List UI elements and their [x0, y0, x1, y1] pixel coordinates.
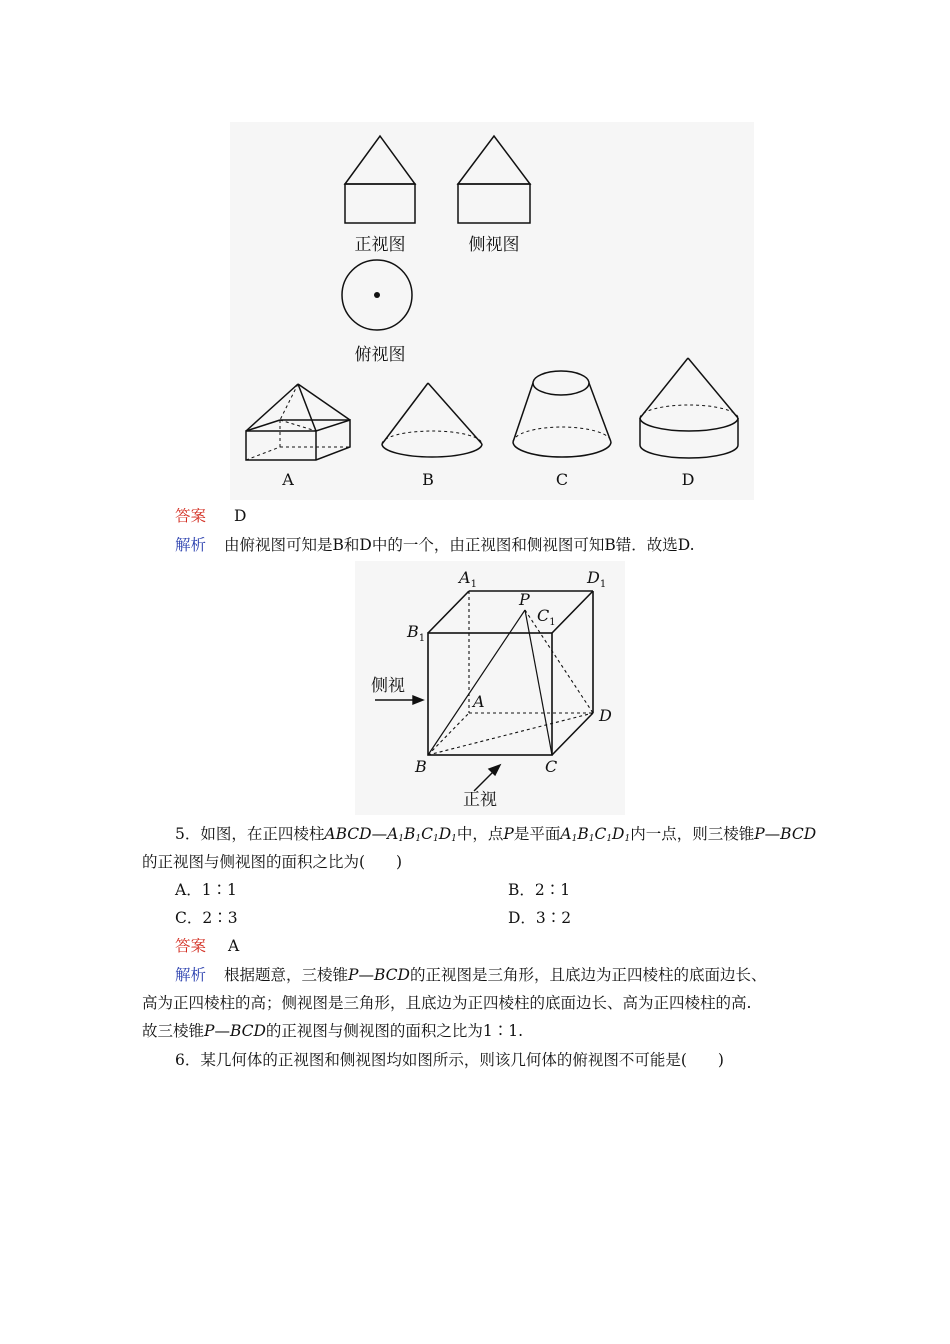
q5-option-b: B．2∶1 — [508, 881, 571, 899]
edge-pc — [525, 610, 552, 755]
side-view-shape — [458, 136, 530, 223]
q5-pyramid-base: BCD — [780, 825, 817, 843]
q6-number: 6． — [175, 1051, 201, 1069]
figure-three-views — [230, 122, 754, 500]
top-view-center-dot — [374, 292, 380, 298]
q5-prism-top: $A_1B_1C_1D_1$ — [387, 825, 457, 844]
q5-analysis-line1: 解析 根据题意，三棱锥P—BCD的正视图是三角形，且底边为正四棱柱的底面边长、 — [175, 966, 767, 984]
label-c1: $C_1$ — [537, 606, 556, 628]
label-d: D — [599, 706, 612, 725]
option-a-label: A — [282, 470, 294, 489]
q5-number: 5． — [175, 825, 201, 843]
q5-stem-line1: 5．如图，在正四棱柱$ABCD—A_1B_1C_1D_1$中，点P是平面$A_1B_1C_1D_1$内一点，则三棱锥P—BCD — [175, 825, 817, 844]
q5-answer-tag: 答案 — [175, 937, 207, 955]
label-b1: $B_1$ — [407, 622, 426, 644]
prism-diagram — [355, 561, 625, 815]
top-view-label: 俯视图 — [354, 345, 406, 365]
q5-option-a: A．1∶1 — [175, 881, 237, 899]
q5-analysis-line3: 故三棱锥P—BCD的正视图与侧视图的面积之比为1∶1. — [142, 1022, 524, 1040]
q5-stem-a: 如图，在正四棱柱 — [200, 825, 325, 843]
q5-stem-c: 是平面 — [513, 825, 561, 843]
label-d1: $D_1$ — [587, 568, 607, 590]
front-view-label: 正视图 — [354, 235, 406, 255]
q5-analysis-tag: 解析 — [175, 966, 207, 984]
q4-answer-line — [175, 506, 246, 526]
three-views-diagram — [230, 122, 754, 500]
q5-option-d: D．3∶2 — [508, 909, 572, 927]
label-a1: $A_1$ — [459, 568, 477, 590]
label-b: B — [415, 757, 427, 776]
q5-stem-d: 内一点，则三棱锥 — [630, 825, 755, 843]
front-view-arrow-label: 正视 — [463, 790, 497, 810]
q4-answer-value: D — [234, 507, 247, 525]
q5-plane: $A_1B_1C_1D_1$ — [560, 825, 631, 844]
option-d-label: D — [681, 470, 695, 489]
option-a-shape — [246, 384, 350, 460]
label-c: C — [545, 757, 558, 776]
q5-stem-line2: 的正视图与侧视图的面积之比为( ) — [142, 853, 403, 871]
q5-analysis-line2: 高为正四棱柱的高；侧视图是三角形，且底边为正四棱柱的底面边长、高为正四棱柱的高. — [142, 994, 752, 1012]
q5-answer-line — [175, 936, 239, 956]
edge-pb — [428, 610, 525, 755]
side-view-arrow-label: 侧视 — [371, 676, 405, 696]
q4-analysis-line — [175, 535, 695, 555]
option-b-shape — [382, 383, 482, 457]
q5-point: P — [503, 825, 514, 843]
label-a: A — [473, 692, 485, 711]
q5-option-c: C．2∶3 — [175, 909, 238, 927]
q4-analysis-text: 由俯视图可知是B和D中的一个，由正视图和侧视图可知B错．故选D. — [224, 536, 695, 554]
q5-prism-base: ABCD — [324, 825, 372, 843]
side-view-label: 侧视图 — [468, 235, 520, 255]
q4-answer-tag: 答案 — [175, 507, 207, 525]
front-view-shape — [345, 136, 415, 223]
q5-stem-b: 中，点 — [456, 825, 504, 843]
figure-prism — [355, 561, 625, 815]
label-p: P — [519, 590, 530, 609]
option-c-label: C — [555, 470, 569, 489]
q5-dash: — — [371, 825, 388, 843]
option-c-shape — [513, 371, 611, 457]
q4-analysis-tag: 解析 — [175, 536, 207, 554]
q6-stem — [175, 1050, 724, 1070]
q5-pyramid: P — [754, 825, 765, 843]
option-d-shape — [640, 358, 738, 458]
q5-answer-value: A — [228, 937, 240, 955]
q6-text: 某几何体的正视图和侧视图均如图所示，则该几何体的俯视图不可能是( ) — [200, 1051, 724, 1069]
option-b-label: B — [422, 470, 434, 489]
